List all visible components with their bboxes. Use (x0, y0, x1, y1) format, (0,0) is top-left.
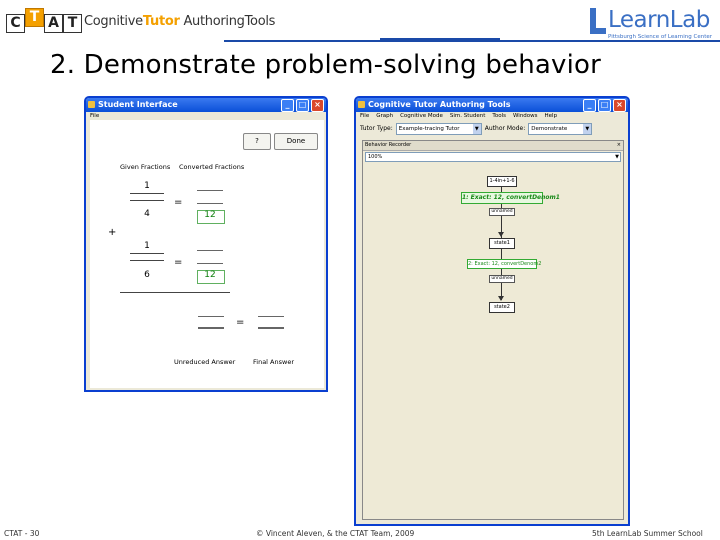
ctat-window-titlebar[interactable] (356, 98, 628, 112)
frac1-conv-numerator-input[interactable] (197, 190, 223, 204)
learnlab-name: LearnLab (608, 7, 710, 33)
answer-equals: = (236, 317, 245, 328)
frac2-numerator[interactable]: 1 (144, 241, 150, 251)
ctat-toolbar (356, 121, 628, 136)
chevron-down-icon[interactable]: ▼ (583, 124, 591, 134)
slide-title: 2. Demonstrate problem-solving behavior (50, 50, 602, 80)
ctat-product-name (84, 14, 275, 29)
state1-node[interactable]: state1 (489, 238, 515, 249)
edge1-arrowhead (498, 232, 504, 237)
edge1-action[interactable]: unnamed (489, 208, 515, 216)
tutor-type-value: Example-tracing Tutor (398, 125, 460, 132)
learnlab-subtitle: Pittsburgh Science of Learning Center (608, 34, 713, 40)
ctat-main-window[interactable] (354, 96, 630, 526)
student-window-title: Student Interface (98, 100, 178, 109)
learnlab-l-icon (586, 6, 608, 36)
frac2-conv-numerator-input[interactable] (197, 250, 223, 264)
student-window-titlebar[interactable] (86, 98, 326, 112)
ctat-logo-letter-a: A (44, 14, 63, 33)
author-mode-label: Author Mode: (484, 125, 526, 132)
edge2-line (501, 248, 502, 300)
final-denominator-input[interactable] (258, 327, 284, 329)
footer-copyright: © Vincent Aleven, & the CTAT Team, 2009 (256, 529, 415, 538)
maximize-icon[interactable]: □ (296, 99, 309, 112)
ctat-menu-cognitive-mode[interactable]: Cognitive Mode (400, 113, 443, 119)
menu-file-part1: Fi (90, 113, 95, 119)
frac2-bar (130, 253, 164, 254)
ctat-product-mid: Tutor (142, 14, 180, 29)
behavior-recorder-tab-label: Behavior Recorder (365, 142, 412, 148)
plus-sign: + (108, 227, 117, 238)
author-mode-select[interactable] (528, 123, 592, 135)
learnlab-logo (586, 4, 718, 40)
zoom-select[interactable] (365, 152, 621, 162)
ctat-logo-letter-t2: T (63, 14, 82, 33)
converted-fractions-label: Converted Fractions (179, 163, 245, 171)
ctat-menu-windows[interactable]: Windows (512, 113, 538, 119)
edge1-label[interactable]: 1: Exact: 12, convertDenom1 (461, 192, 543, 204)
ctat-logo-letter-c: C (6, 14, 25, 33)
ctat-logo-letter-t: T (25, 8, 44, 27)
unreduced-denominator-input[interactable] (198, 327, 224, 329)
header-divider (224, 40, 720, 42)
footer-event: 5th LearnLab Summer School (592, 529, 703, 538)
ctat-menu-tools[interactable]: Tools (492, 113, 506, 119)
tutor-type-select[interactable] (396, 123, 482, 135)
student-interface-window[interactable] (84, 96, 328, 392)
frac1-denominator[interactable]: 4 (144, 209, 150, 219)
behavior-graph[interactable] (363, 162, 623, 519)
given-fractions-label: Given Fractions (120, 163, 171, 171)
ctat-menu-graph[interactable]: Graph (376, 113, 394, 119)
ctat-menubar (356, 112, 628, 121)
behavior-recorder-panel[interactable] (362, 140, 624, 520)
panel-close-icon[interactable]: × (616, 142, 621, 148)
tutor-type-label: Tutor Type: (360, 125, 393, 132)
frac1-conv-denominator-value: 12 (204, 210, 216, 220)
ctat-product-pre: Cognitive (84, 14, 143, 29)
ctat-menu-sim-student[interactable]: Sim. Student (449, 113, 486, 119)
ctat-minimize-icon[interactable]: _ (583, 99, 596, 112)
chevron-down-icon[interactable]: ▼ (473, 124, 481, 134)
author-mode-value: Demonstrate (531, 125, 568, 132)
done-button[interactable]: Done (274, 133, 318, 150)
ctat-window-title: Cognitive Tutor Authoring Tools (368, 100, 511, 109)
close-icon[interactable]: × (311, 99, 324, 112)
frac2-conv-denominator-value: 12 (204, 270, 216, 280)
edge2-label[interactable]: 2: Exact: 12, convertDenom2 (468, 261, 542, 267)
frac2-denominator[interactable]: 6 (144, 270, 150, 280)
ctat-close-icon[interactable]: × (613, 99, 626, 112)
frac1-bar (130, 193, 164, 194)
state2-node[interactable]: state2 (489, 302, 515, 313)
zoom-chevron-down-icon[interactable]: ▼ (615, 154, 619, 160)
minimize-icon[interactable]: _ (281, 99, 294, 112)
unreduced-answer-label: Unreduced Answer (174, 358, 236, 366)
ctat-menu-file[interactable]: File (360, 113, 370, 119)
ctat-product-post: AuthoringTools (179, 14, 276, 29)
footer-slide-number: CTAT - 30 (4, 529, 40, 538)
frac2-equals: = (174, 257, 183, 268)
sum-line (120, 292, 230, 293)
header-divider-accent (380, 38, 500, 40)
help-button[interactable]: ? (243, 133, 271, 150)
app-icon (88, 101, 95, 108)
start-state-node[interactable]: 1-4in+1-6 (487, 176, 517, 187)
ctat-maximize-icon[interactable]: □ (598, 99, 611, 112)
menu-file-part2: le (94, 113, 100, 119)
zoom-value: 100% (368, 154, 383, 160)
final-answer-label: Final Answer (253, 358, 294, 366)
frac1-bar2 (130, 200, 164, 201)
frac1-equals: = (174, 197, 183, 208)
edge2-action[interactable]: unnamed (489, 275, 515, 283)
frac2-bar2 (130, 260, 164, 261)
ctat-menu-help[interactable]: Help (544, 113, 558, 119)
edge2-arrowhead (498, 296, 504, 301)
frac1-numerator[interactable]: 1 (144, 181, 150, 191)
ctat-app-icon (358, 101, 365, 108)
student-canvas (90, 120, 324, 388)
behavior-recorder-tab[interactable] (363, 141, 623, 151)
